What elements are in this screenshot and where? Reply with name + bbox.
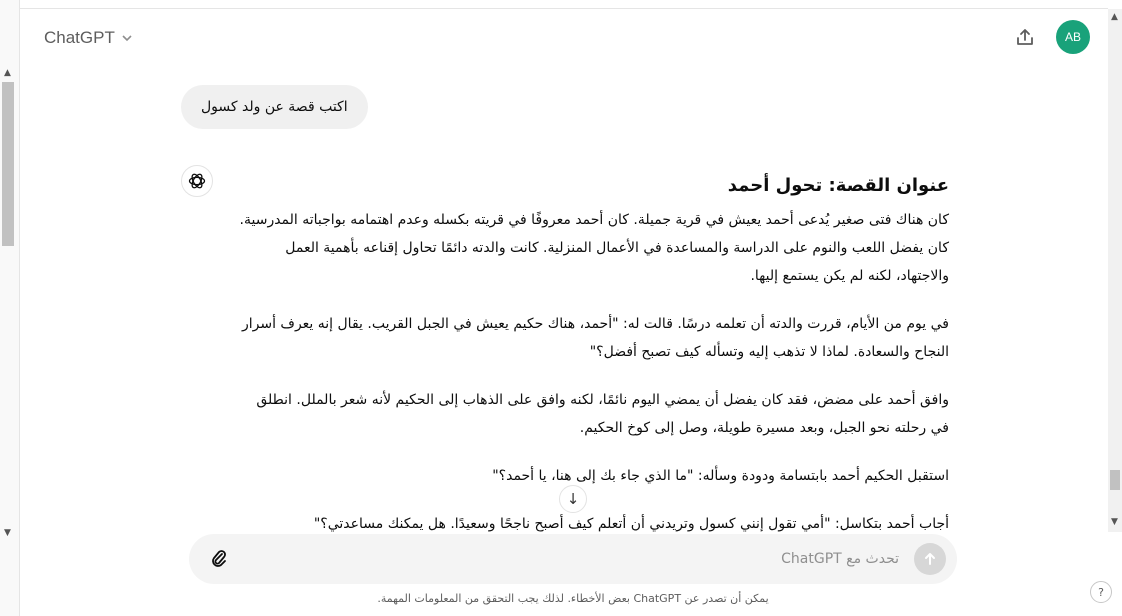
response-paragraph: وافق أحمد على مضض، فقد كان يفضل أن يمضي اليوم نائمًا، لكنه وافق على الذهاب إلى الحكيم لأنه شعر بالملل. انطلق في رحلته نحو الجبل، وبعد مسيرة طويلة، وصل إلى كوخ الحكيم. xyxy=(256,392,949,436)
paperclip-icon xyxy=(210,549,228,569)
composer xyxy=(189,534,957,584)
left-scrollbar[interactable] xyxy=(0,0,20,616)
send-button[interactable] xyxy=(914,543,946,575)
left-scroll-down-arrow-icon[interactable]: ▼ xyxy=(4,528,11,538)
avatar[interactable]: AB xyxy=(1056,20,1090,54)
left-scroll-thumb[interactable] xyxy=(2,82,14,246)
message-input[interactable] xyxy=(239,548,899,570)
model-title: ChatGPT xyxy=(44,28,115,47)
user-message-bubble: اكتب قصة عن ولد كسول xyxy=(181,85,368,129)
assistant-avatar xyxy=(181,165,213,197)
response-paragraph: في يوم من الأيام، قررت والدته أن تعلمه درسًا. قالت له: "أحمد، هناك حكيم يعيش في الجبل القريب. يقال إنه يعرف أسرار النجاح والسعادة. لماذا لا تذهب إليه وتسأله كيف تصبح أفضل؟" xyxy=(241,316,949,360)
response-title: عنوان القصة: تحول أحمد xyxy=(727,175,949,196)
arrow-up-icon xyxy=(922,551,938,567)
response-paragraph: أجاب أحمد بتكاسل: "أمي تقول إنني كسول وتريدني أن أتعلم كيف أصبح ناجحًا وسعيدًا. هل يمكنك مساعدتي؟" xyxy=(313,516,949,532)
openai-logo-icon xyxy=(187,171,207,191)
help-button[interactable]: ? xyxy=(1090,581,1112,603)
conversation-area xyxy=(20,0,1108,535)
right-scroll-thumb[interactable] xyxy=(1110,470,1120,490)
arrow-down-icon: ↓ xyxy=(566,490,580,508)
attach-button[interactable] xyxy=(207,547,231,571)
right-scroll-down-arrow-icon[interactable]: ▼ xyxy=(1111,517,1118,527)
assistant-response xyxy=(236,172,949,535)
response-paragraph: كان هناك فتى صغير يُدعى أحمد يعيش في قرية جميلة. كان أحمد معروفًا في قريته بكسله وعدم اهتمامه بواجباته المدرسية. كان يفضل اللعب والنوم على الدراسة والمساعدة في الأعمال المنزلية. كانت والدته دائمًا تحاول إقناعه بأهمية العمل والاجتهاد، لكنه لم يكن يستمع إليها. xyxy=(239,212,949,284)
footer-disclaimer: يمكن أن تصدر عن ChatGPT بعض الأخطاء. لذلك يجب التحقق من المعلومات المهمة. xyxy=(377,592,769,605)
response-paragraph: استقبل الحكيم أحمد بابتسامة ودودة وسأله: "ما الذي جاء بك إلى هنا، يا أحمد؟" xyxy=(492,468,949,484)
scroll-to-bottom-button[interactable] xyxy=(559,485,587,513)
left-scroll-up-arrow-icon[interactable]: ▲ xyxy=(4,68,11,78)
right-scroll-up-arrow-icon[interactable]: ▲ xyxy=(1111,12,1118,22)
right-scrollbar[interactable] xyxy=(1108,9,1122,532)
